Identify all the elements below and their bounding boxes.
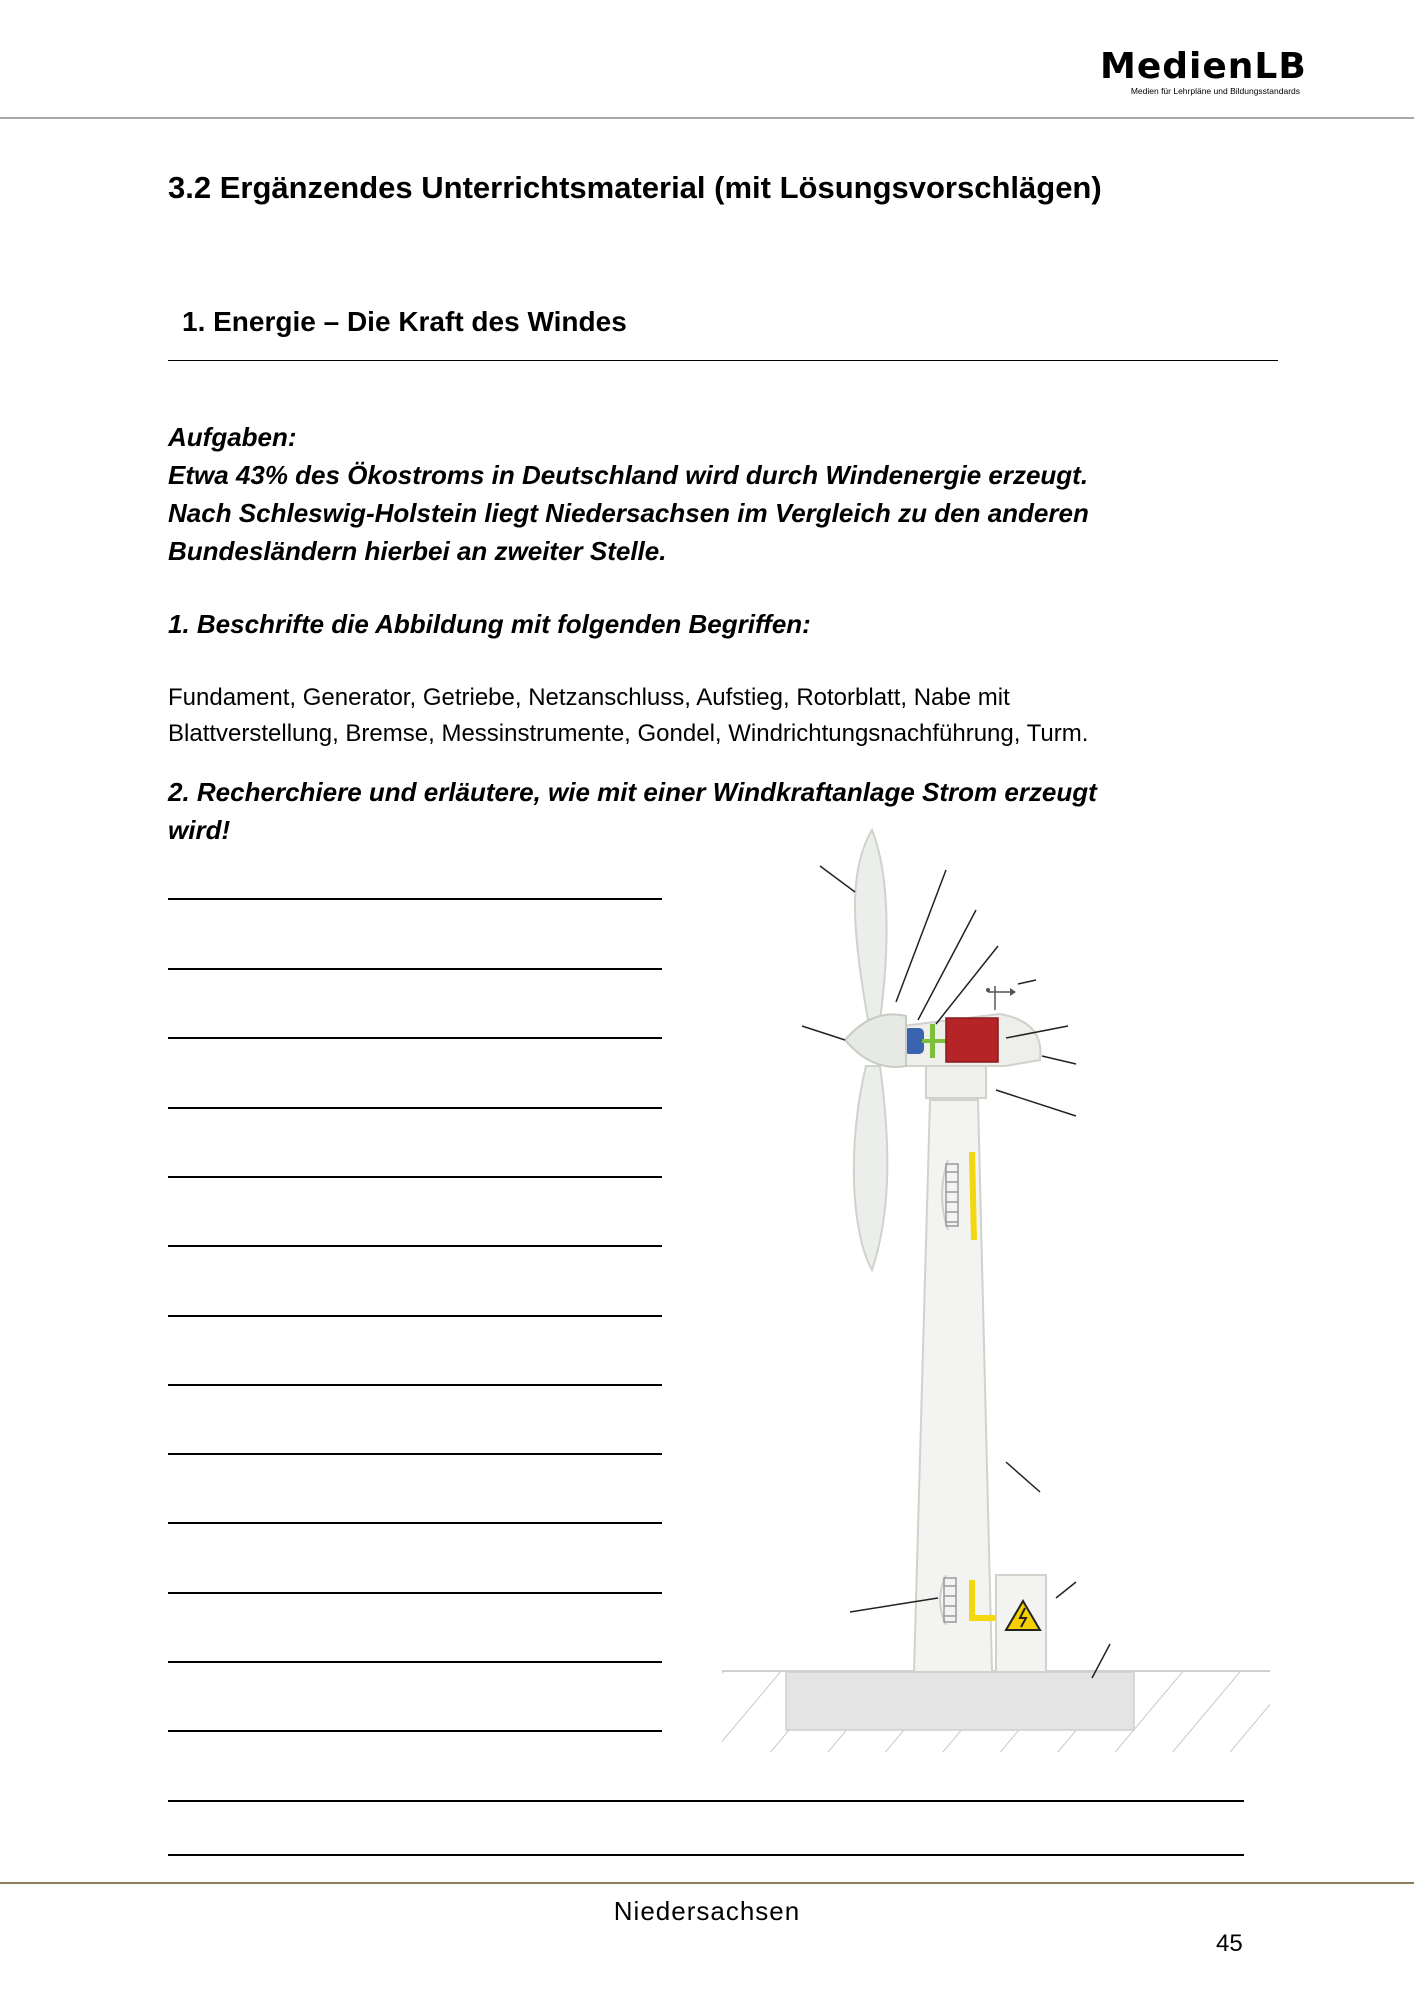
hub (845, 1014, 906, 1067)
intro-line-1: Etwa 43% des Ökostroms in Deutschland wird durch Windenergie erzeugt. (168, 460, 1089, 490)
cable (972, 1152, 974, 1240)
tasks-heading: Aufgaben: (168, 422, 297, 452)
page-number: 45 (1216, 1930, 1243, 1957)
generator (946, 1018, 998, 1062)
logo-subtitle: Medien für Lehrpläne und Bildungsstandards (1130, 86, 1300, 96)
chapter-title: 1. Energie – Die Kraft des Windes (182, 306, 627, 337)
footer-state: Niedersachsen (613, 1896, 801, 1926)
footer-rule (0, 1882, 1414, 1884)
terms-line-2: Blattverstellung, Bremse, Messinstrumente, Gondel, Windrichtungsnachführung, Turm. (168, 720, 1089, 747)
logo-text: MedienLB (1100, 46, 1307, 87)
foundation (786, 1672, 1134, 1730)
task-2-line-2: wird! (168, 815, 231, 845)
yaw-system (926, 1066, 986, 1098)
section-title: 3.2 Ergänzendes Unterrichtsmaterial (mit Lösungsvorschlägen) (168, 170, 1102, 205)
task-1: 1. Beschrifte die Abbildung mit folgenden Begriffen: (168, 609, 811, 639)
intro-line-3: Bundesländern hierbei an zweiter Stelle. (168, 536, 667, 566)
rotor-blade (854, 1066, 888, 1270)
anemometer-icon (986, 986, 1016, 1010)
task-2-line-1: 2. Recherchiere und erläutere, wie mit einer Windkraftanlage Strom erzeugt (168, 777, 1097, 807)
terms-line-1: Fundament, Generator, Getriebe, Netzanschluss, Aufstieg, Rotorblatt, Nabe mit (168, 684, 1010, 711)
rotor-blade (855, 830, 887, 1020)
intro-line-2: Nach Schleswig-Holstein liegt Niedersachsen im Vergleich zu den anderen (168, 498, 1089, 528)
